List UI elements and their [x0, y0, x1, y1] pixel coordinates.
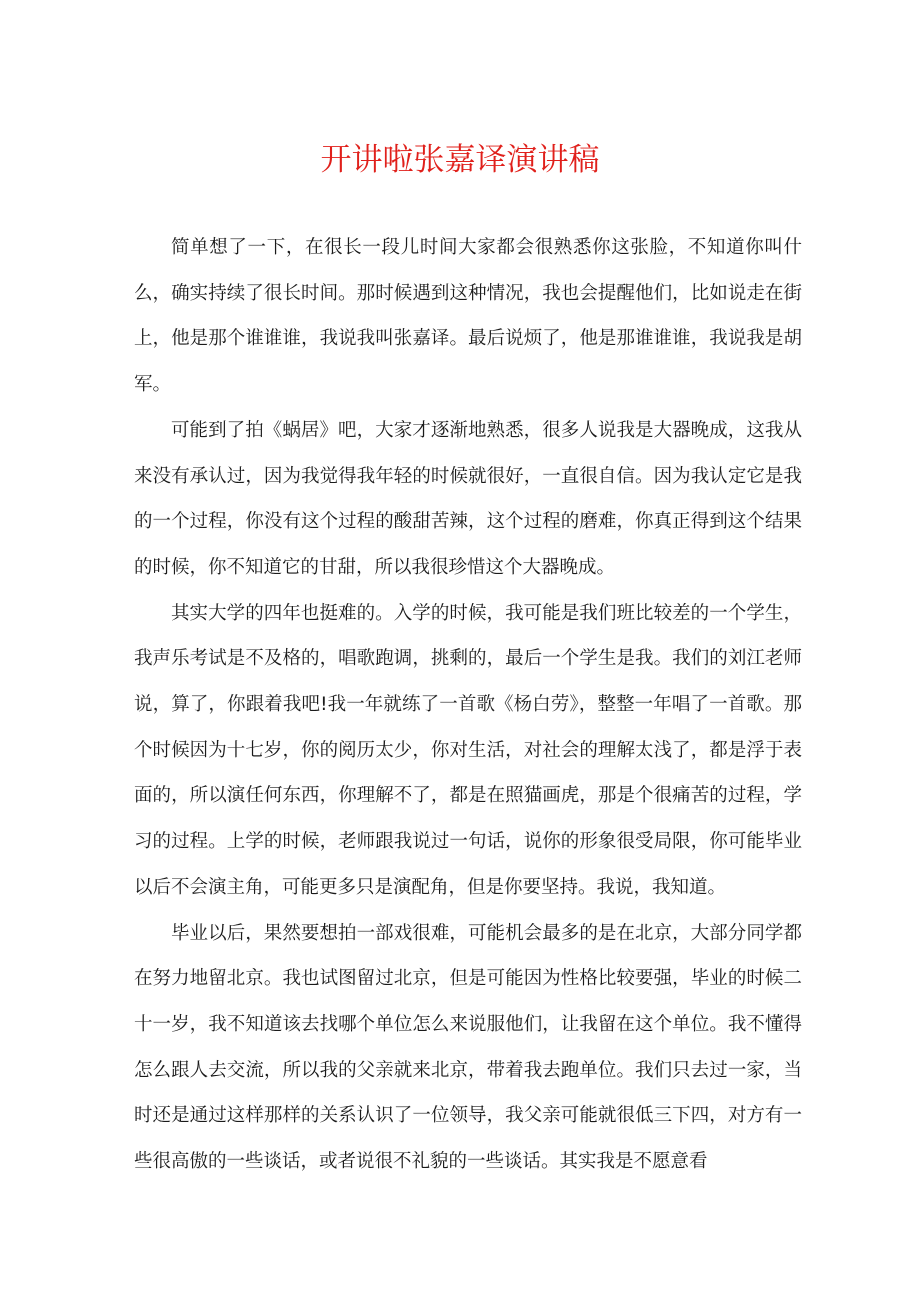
- document-body: [134, 225, 802, 1185]
- paragraph: 简单想了一下，在很长一段儿时间大家都会很熟悉你这张脸，不知道你叫什么，确实持续了很长时间。那时候遇到这种情况，我也会提醒他们，比如说走在街上，他是那个谁谁谁，我说我叫张嘉译。最后说烦了，他是那谁谁谁，我说我是胡军。: [134, 237, 802, 396]
- document-title: 开讲啦张嘉译演讲稿: [320, 142, 600, 178]
- paragraph: 可能到了拍《蜗居》吧，大家才逐渐地熟悉，很多人说我是大器晚成，这我从来没有承认过，因为我觉得我年轻的时候就很好，一直很自信。因为我认定它是我的一个过程，你没有这个过程的酸甜苦辣，这个过程的磨难，你真正得到这个结果的时候，你不知道它的甘甜，所以我很珍惜这个大器晚成。: [134, 419, 802, 578]
- paragraph: 其实大学的四年也挺难的。入学的时候，我可能是我们班比较差的一个学生，我声乐考试是不及格的，唱歌跑调，挑剩的，最后一个学生是我。我们的刘江老师说，算了，你跟着我吧!我一年就练了一首歌《杨白劳》，整整一年唱了一首歌。那个时候因为十七岁，你的阅历太少，你对生活，对社会的理解太浅了，都是浮于表面的，所以演任何东西，你理解不了，都是在照猫画虎，那是个很痛苦的过程，学习的过程。上学的时候，老师跟我说过一句话，说你的形象很受局限，你可能毕业以后不会演主角，可能更多只是演配角，但是你要坚持。我说，我知道。: [134, 602, 802, 898]
- paragraph: 毕业以后，果然要想拍一部戏很难，可能机会最多的是在北京，大部分同学都在努力地留北京。我也试图留过北京，但是可能因为性格比较要强，毕业的时候二十一岁，我不知道该去找哪个单位怎么来说服他们，让我留在这个单位。我不懂得怎么跟人去交流，所以我的父亲就来北京，带着我去跑单位。我们只去过一家，当时还是通过这样那样的关系认识了一位领导，我父亲可能就很低三下四，对方有一些很高傲的一些谈话，或者说很不礼貌的一些谈话。其实我是不愿意看: [134, 922, 802, 1173]
